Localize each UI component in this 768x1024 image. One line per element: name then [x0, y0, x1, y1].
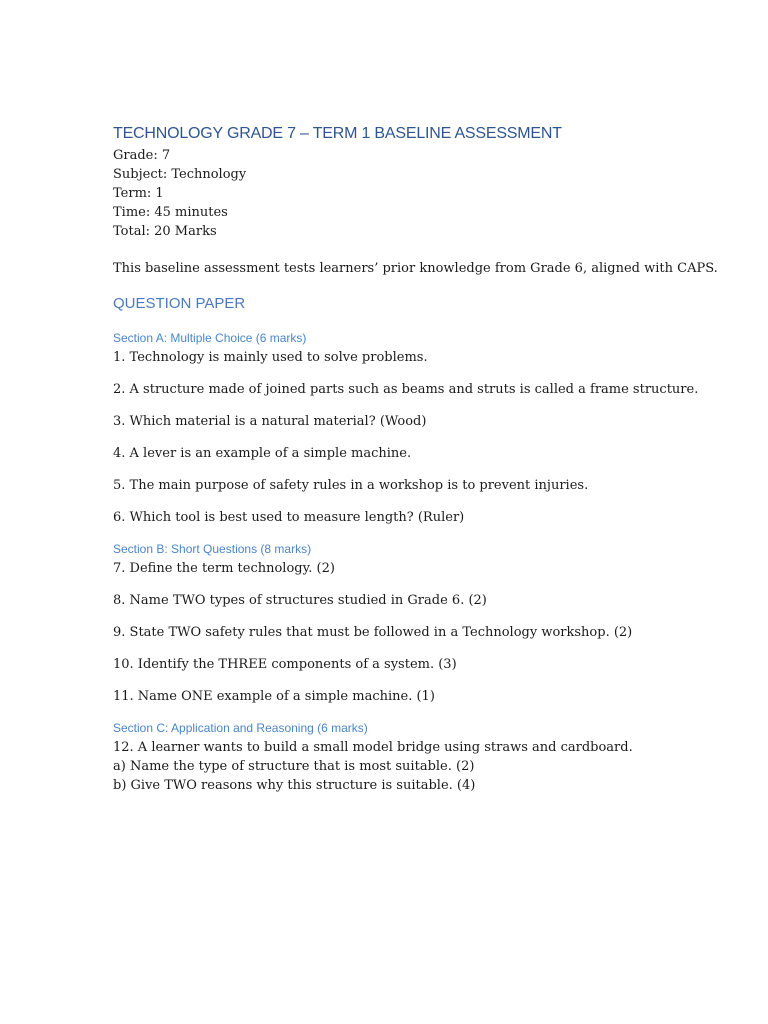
question-3: 3. Which material is a natural material? (Wood) — [113, 414, 427, 429]
term-line: Term: 1 — [113, 186, 164, 201]
question-2: 2. A structure made of joined parts such as beams and struts is called a frame structure. — [113, 382, 699, 397]
section-c-heading: Section C: Application and Reasoning (6 marks) — [113, 721, 368, 735]
question-7: 7. Define the term technology. (2) — [113, 561, 335, 576]
question-8: 8. Name TWO types of structures studied in Grade 6. (2) — [113, 593, 487, 608]
question-9: 9. State TWO safety rules that must be followed in a Technology workshop. (2) — [113, 625, 633, 640]
question-12: 12. A learner wants to build a small model bridge using straws and cardboard. — [113, 740, 633, 755]
grade-line: Grade: 7 — [113, 148, 171, 163]
assessment-details — [113, 146, 733, 241]
section-b-heading: Section B: Short Questions (8 marks) — [113, 542, 312, 556]
question-10: 10. Identify the THREE components of a system. (3) — [113, 657, 457, 672]
question-11: 11. Name ONE example of a simple machine. (1) — [113, 689, 435, 704]
total-line: Total: 20 Marks — [113, 224, 217, 239]
document-page — [113, 125, 733, 795]
intro-paragraph: This baseline assessment tests learners’ prior knowledge from Grade 6, aligned with CAPS. — [113, 261, 718, 276]
question-4: 4. A lever is an example of a simple machine. — [113, 446, 412, 461]
time-line: Time: 45 minutes — [113, 205, 228, 220]
document-title: TECHNOLOGY GRADE 7 – TERM 1 BASELINE ASSESSMENT — [113, 125, 562, 142]
section-a-heading: Section A: Multiple Choice (6 marks) — [113, 331, 307, 345]
question-12b: b) Give TWO reasons why this structure is suitable. (4) — [113, 778, 476, 793]
question-paper-heading: QUESTION PAPER — [113, 295, 246, 312]
question-5: 5. The main purpose of safety rules in a workshop is to prevent injuries. — [113, 478, 589, 493]
question-12a: a) Name the type of structure that is most suitable. (2) — [113, 759, 475, 774]
subject-line: Subject: Technology — [113, 167, 247, 182]
question-1: 1. Technology is mainly used to solve problems. — [113, 350, 428, 365]
question-6: 6. Which tool is best used to measure length? (Ruler) — [113, 510, 465, 525]
